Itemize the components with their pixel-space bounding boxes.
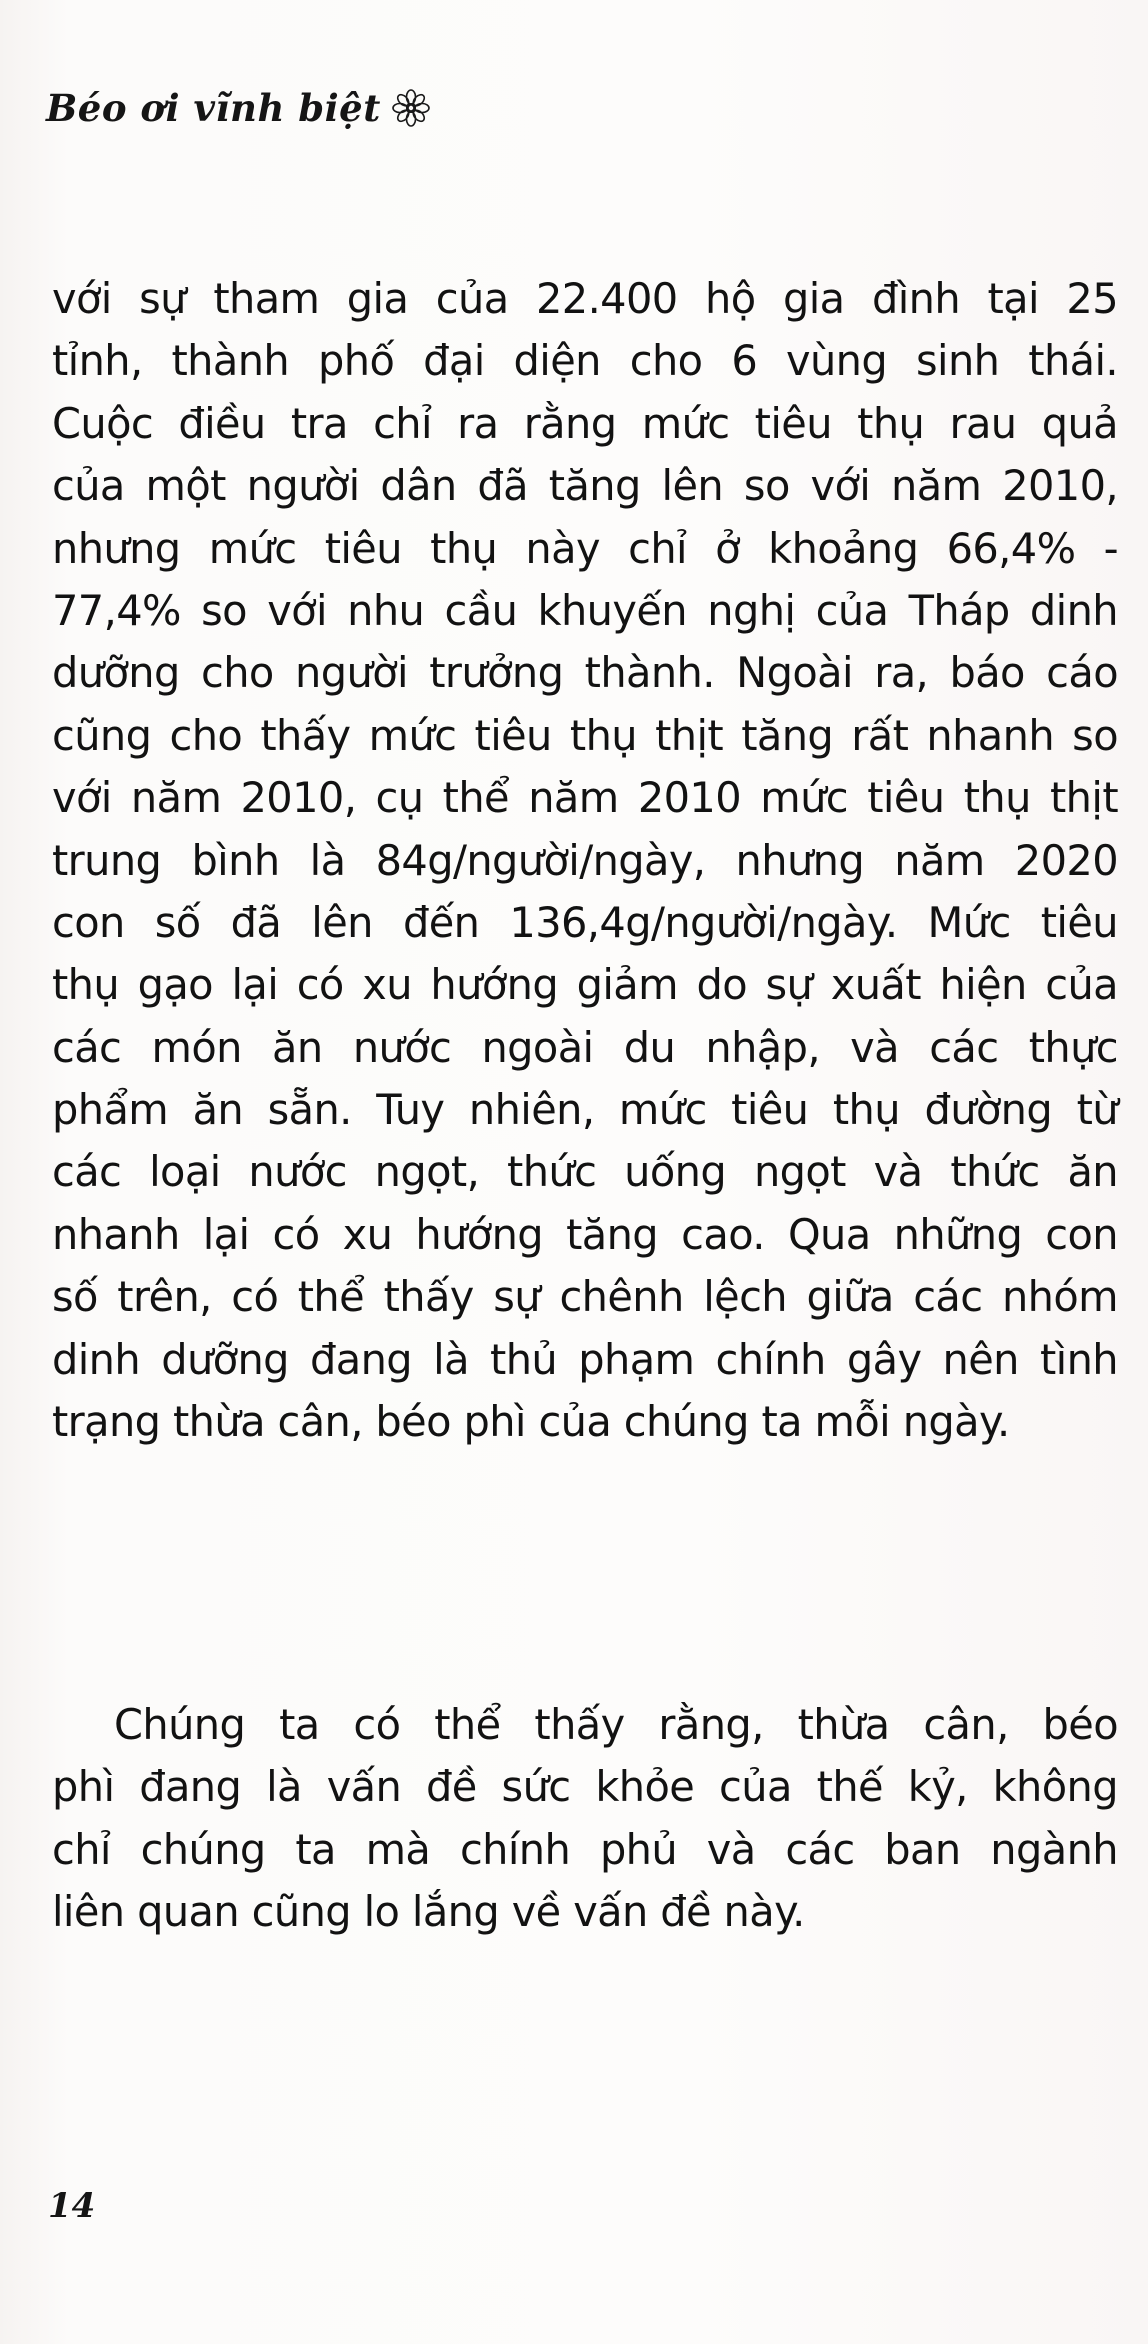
- text-line: số trên, có thể thấy sự chênh lệch giữa các nhóm: [52, 1272, 1118, 1322]
- page-number: 14: [48, 2186, 96, 2226]
- text-line: phì đang là vấn đề sức khỏe của thế kỷ, không: [52, 1762, 1118, 1812]
- text-line: trạng thừa cân, béo phì của chúng ta mỗi ngày.: [52, 1397, 1010, 1447]
- running-title: Béo ơi vĩnh biệt: [46, 86, 381, 130]
- text-line: chỉ chúng ta mà chính phủ và các ban ngành: [52, 1824, 1118, 1874]
- text-line: 77,4% so với nhu cầu khuyến nghị của Tháp dinh: [52, 585, 1118, 635]
- text-line: với sự tham gia của 22.400 hộ gia đình tại 25: [52, 274, 1118, 323]
- text-line: dưỡng cho người trưởng thành. Ngoài ra, báo cáo: [52, 648, 1118, 698]
- text-line: thụ gạo lại có xu hướng giảm do sự xuất hiện của: [52, 960, 1118, 1010]
- text-line: với năm 2010, cụ thể năm 2010 mức tiêu thụ thịt: [52, 773, 1118, 823]
- text-line: nhanh lại có xu hướng tăng cao. Qua những con: [52, 1209, 1118, 1259]
- text-line: nhưng mức tiêu thụ này chỉ ở khoảng 66,4% -: [52, 523, 1118, 573]
- text-line: cũng cho thấy mức tiêu thụ thịt tăng rất nhanh so: [52, 710, 1118, 760]
- paragraph-1: [52, 268, 1118, 1453]
- text-line: liên quan cũng lo lắng về vấn đề này.: [52, 1887, 805, 1937]
- flower-icon: [391, 88, 431, 128]
- text-line: các loại nước ngọt, thức uống ngọt và thức ăn: [52, 1147, 1118, 1197]
- text-line: phẩm ăn sẵn. Tuy nhiên, mức tiêu thụ đường từ: [52, 1085, 1118, 1135]
- text-line: con số đã lên đến 136,4g/người/ngày. Mức tiêu: [52, 897, 1118, 947]
- text-line: tỉnh, thành phố đại diện cho 6 vùng sinh thái.: [52, 336, 1118, 386]
- text-line: các món ăn nước ngoài du nhập, và các thực: [52, 1022, 1118, 1072]
- text-line: Chúng ta có thể thấy rằng, thừa cân, béo: [114, 1700, 1118, 1749]
- text-line: của một người dân đã tăng lên so với năm 2010,: [52, 461, 1118, 511]
- text-line: trung bình là 84g/người/ngày, nhưng năm 2020: [52, 835, 1118, 885]
- running-header: [46, 86, 431, 130]
- text-line: dinh dưỡng đang là thủ phạm chính gây nên tình: [52, 1334, 1118, 1384]
- paragraph-2: [52, 1694, 1118, 1944]
- text-line: Cuộc điều tra chỉ ra rằng mức tiêu thụ rau quả: [52, 398, 1118, 448]
